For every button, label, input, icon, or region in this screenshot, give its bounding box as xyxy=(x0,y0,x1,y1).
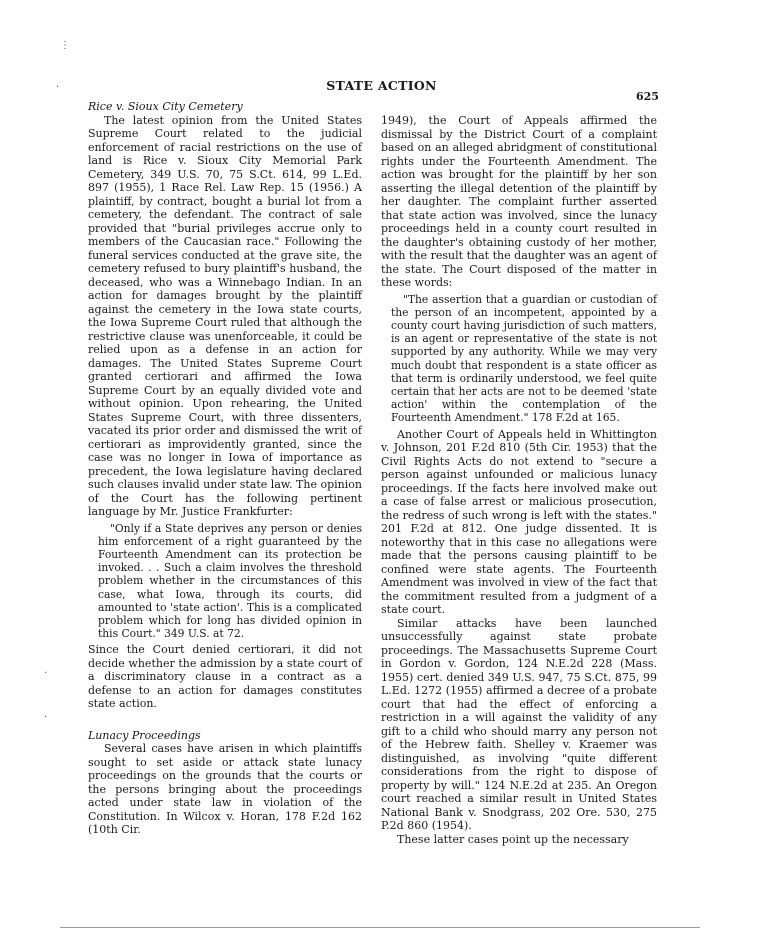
margin-mark: ⋮ xyxy=(60,40,70,51)
paragraph: 1949), the Court of Appeals affirmed the dismissal by the District Court of a complaint based on an alleged abridgment of constitutional rights under the Fourteenth Amendment. The action was brought for the plaintiff by her son asserting the illegal detention of the plaintiff by her daughter. The complaint further asserted that state action was involved, since the lunacy proceedings held in a county court resulted in the daughter's obtaining custody of her mother, with the result that the daughter was an agent of the state. The Court disposed of the matter in these words: xyxy=(381,114,657,289)
section-heading-lunacy: Lunacy Proceedings xyxy=(88,728,201,742)
paragraph: Several cases have arisen in which plaintiffs sought to set aside or attack state lunacy proceedings on the grounds that the courts or the persons bringing about the proceedings acted under state law in violation of the Constitution. In Wilcox v. Horan, 178 F.2d 162 (10th Cir. xyxy=(88,742,362,837)
quote-text: "Only if a State deprives any person or denies him enforcement of a right guaranteed by the Fourteenth Amendment can its protection be invoked. . . Such a claim involves the threshold problem whether in the circumstances of this case, what Iowa, through its courts, did amounted to 'state action'. This is a complicated problem which for long has divided opinion in this Court." 349 U.S. at 72. xyxy=(98,521,362,641)
right-column xyxy=(381,114,657,846)
quote-text: "The assertion that a guardian or custodian of the person of an incompetent, appointed by a county court having jurisdiction of such matters, is an agent or representative of the state is not supported by any authority. While we may very much doubt that respondent is a state officer as that term is ordinarily understood, we feel quite certain that her acts are not to be deemed 'state action' within the contemplation of the Fourteenth Amendment." 178 F.2d at 165. xyxy=(391,292,657,425)
paragraph: Since the Court denied certiorari, it did not decide whether the admission by a state court of a discriminatory clause in a contract as a defense to an action for damages constitutes state action. xyxy=(88,643,362,711)
left-column xyxy=(88,100,362,837)
paragraph: Similar attacks have been launched unsuccessfully against state probate proceedings. The Massachusetts Supreme Court in Gordon v. Gordon, 124 N.E.2d 228 (Mass. 1955) cert. denied 349 U.S. 947, 75 S.Ct. 875, 99 L.Ed. 1272 (1955) affirmed a decree of a probate court that had the effect of enforcing a restriction in a will against the validity of any gift to a child who should marry any person not of the Hebrew faith. Shelley v. Kraemer was distinguished, as involving "quite different considerations from the right to dispose of property by will." 124 N.E.2d at 235. An Oregon court reached a similar result in United States National Bank v. Snodgrass, 202 Ore. 530, 275 P.2d 860 (1954). xyxy=(381,616,657,833)
section-heading-rice: Rice v. Sioux City Cemetery xyxy=(88,100,243,113)
paragraph: The latest opinion from the United States Supreme Court related to the judicial enforcement of racial restrictions on the use of land is Rice v. Sioux City Memorial Park Cemetery, 349 U.S. 70, 75 S.Ct. 614, 99 L.Ed. 897 (1955), 1 Race Rel. Law Rep. 15 (1956.) A plaintiff, by contract, bought a burial lot from a cemetery, the defendant. The contract of sale provided that "burial privileges accrue only to members of the Caucasian race." Following the funeral services conducted at the grave site, the cemetery refused to bury plaintiff's husband, the deceased, who was a Winnebago Indian. In an action for damages brought by the plaintiff against the cemetery in the Iowa state courts, the Iowa Supreme Court ruled that although the restrictive clause was unenforceable, it could be relied upon as a defense in an action for damages. The United States Supreme Court granted certiorari and affirmed the Iowa Supreme Court by an equally divided vote and without opinion. Upon rehearing, the United States Supreme Court, with three dissenters, vacated its prior order and dismissed the writ of certiorari as improvidently granted, since the case was no longer in Iowa of importance as precedent, the Iowa legislature having declared such clauses invalid under state law. The opinion of the Court has the following pertinent language by Mr. Justice Frankfurter: xyxy=(88,113,362,518)
paragraph: Another Court of Appeals held in Whittington v. Johnson, 201 F.2d 810 (5th Cir. 1953) that the Civil Rights Acts do not extend to "secure a person against unfounded or malicious lunacy proceedings. If the facts here involved make out a case of false arrest or malicious prosecution, the redress of such wrong is left with the states." 201 F.2d at 812. One judge dissented. It is noteworthy that in this case no allegations were made that the persons causing plaintiff to be confined were state agents. The Fourteenth Amendment was involved in view of the fact that the commitment resulted from a judgment of a state court. xyxy=(381,427,657,617)
margin-mark: · xyxy=(44,712,48,723)
page-number: 625 xyxy=(636,90,659,103)
paragraph: These latter cases point up the necessary xyxy=(397,832,629,846)
page-bottom-rule xyxy=(60,927,700,928)
margin-mark: · xyxy=(56,82,60,93)
block-quote xyxy=(98,522,362,641)
margin-mark: · xyxy=(44,668,48,679)
running-head: STATE ACTION xyxy=(326,78,437,93)
block-quote xyxy=(391,293,657,425)
